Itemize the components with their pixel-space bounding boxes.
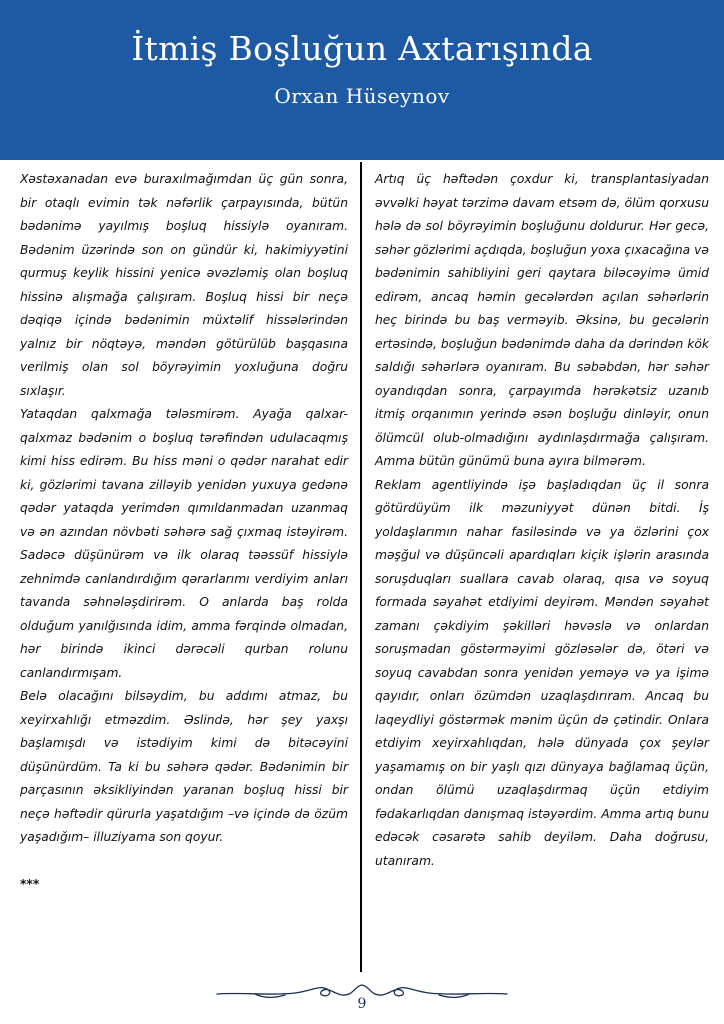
header-banner (0, 0, 724, 160)
book-title: İtmiş Boşluğun Axtarışında (131, 29, 593, 68)
right-column (375, 168, 709, 873)
paragraph: Yataqdan qalxmağa tələsmirəm. Ayağa qalxar-qalxmaz bədənim o boşluq tərəfindən udulacaqmış kimi hiss edirəm. Bu hiss məni o qədər narahat edir ki, gözlərimi tavana zilləyib yenidən yuxuya gedənə qədər yataqda yerimdən qımıldanmadan uzanmaq və ən azından növbəti səhərə sağ çıxmaq istəyirəm. Sadəcə düşünürəm və ilk olaraq təəssüf hissiylə zehnimdə canlandırdığım qərarlarımı verdiyim anları tavanda səhnələşdirirəm. O anlarda baş rolda olduğum yanılğısında idim, amma fərqində olmadan, hər birində ikinci dərəcəli qurban rolunu canlandırmışam. (20, 407, 348, 680)
column-divider (360, 162, 362, 972)
paragraph: Belə olacağını bilsəydim, bu addımı atmaz, bu xeyirxahlığı etməzdim. Əslində, hər şey yaxşı başlamışdı və istədiyim kimi də bitəcəyini düşünürdüm. Ta ki bu səhərə qədər. Bədənimin bir parçasının əksikliyindən yaranan boşluq hissi bir neçə həftədir qürurla yaşatdığım –və içində də özüm yaşadığım– illuziyama son qoyur. (20, 689, 348, 844)
paragraph: Reklam agentliyində işə başladıqdan üç il sonra götürdüyüm ilk məzuniyyət dünən bitdi. İş yoldaşlarımın nahar fasiləsində və ya özlərini çox məşğul və düşüncəli apardıqları kiçik işlərin arasında soruşduqları suallara cavab olaraq, qısa və soyuq formada səyahət etdiyimi deyirəm. Məndən səyahət zamanı çəkdiyim şəkilləri həvəslə və onlardan soruşmadan göstərməyimi gözləsələr də, ötəri və soyuq cavabdan sonra yenidən yeməyə və ya işimə qayıdır, onları özümdən uzaqlaşdırıram. Ancaq bu laqeydliyi göstərmək mənim üçün də çətindir. Onlara etdiyim xeyirxahlıqdan, hələ dünyada çox şeylər yaşamamış on bir yaşlı qızı dünyaya bağlamaq üçün, ondan ölümü uzaqlaşdırmaq üçün etdiyim fədakarlıqdan danışmaq istəyərdim. Amma artıq bunu edəcək cəsarətə sahib deyiləm. Daha doğrusu, utanıram. (375, 477, 709, 868)
left-column (20, 168, 348, 897)
page-number: 9 (357, 996, 367, 1012)
paragraph: Xəstəxanadan evə buraxılmağımdan üç gün sonra, bir otaqlı evimin tək nəfərlik çarpayısında, bütün bədənimə yayılmış boşluq hissiylə oyanıram. Bədənim üzərində son on gündür ki, hakimiyyətini qurmuş keylik hissini yenicə əvəzləmiş olan boşluq hissinə alışmağa çalışıram. Boşluq hissi bir neçə dəqiqə içində bədənimin müxtəlif hissələrindən yalnız bir nöqtəyə, məndən götürülüb başqasına verilmiş olan sol böyrəyimin yoxluğuna doğru sıxlaşır. (20, 172, 348, 398)
section-separator: *** (20, 877, 40, 891)
author-name: Orxan Hüseynov (274, 84, 450, 108)
paragraph: Artıq üç həftədən çoxdur ki, transplantasiyadan əvvəlki həyat tərzimə davam etsəm də, ölüm qorxusu hələ də sol böyrəyimin boşluğunu doldurur. Hər gecə, səhər gözlərimi açdıqda, boşluğun yoxa çıxacağına və bədənimin sahibliyini geri qaytara biləcəyimə ümid edirəm, ancaq həmin gecələrdən açılan səhərlərin heç birində bu baş verməyib. Əksinə, bu gecələrin ertəsində, boşluğun bədənimdə daha da dərindən kök saldığı səhərlərə oyanıram. Bu səbəbdən, hər səhər oyandıqdan sonra, çarpayımda hərəkətsiz uzanıb itmiş orqanımın yerində əsən boşluğu dinləyir, onun ölümcül olub-olmadığını aydınlaşdırmağa çalışıram. Amma bütün günümü buna ayıra bilmərəm. (375, 172, 709, 468)
